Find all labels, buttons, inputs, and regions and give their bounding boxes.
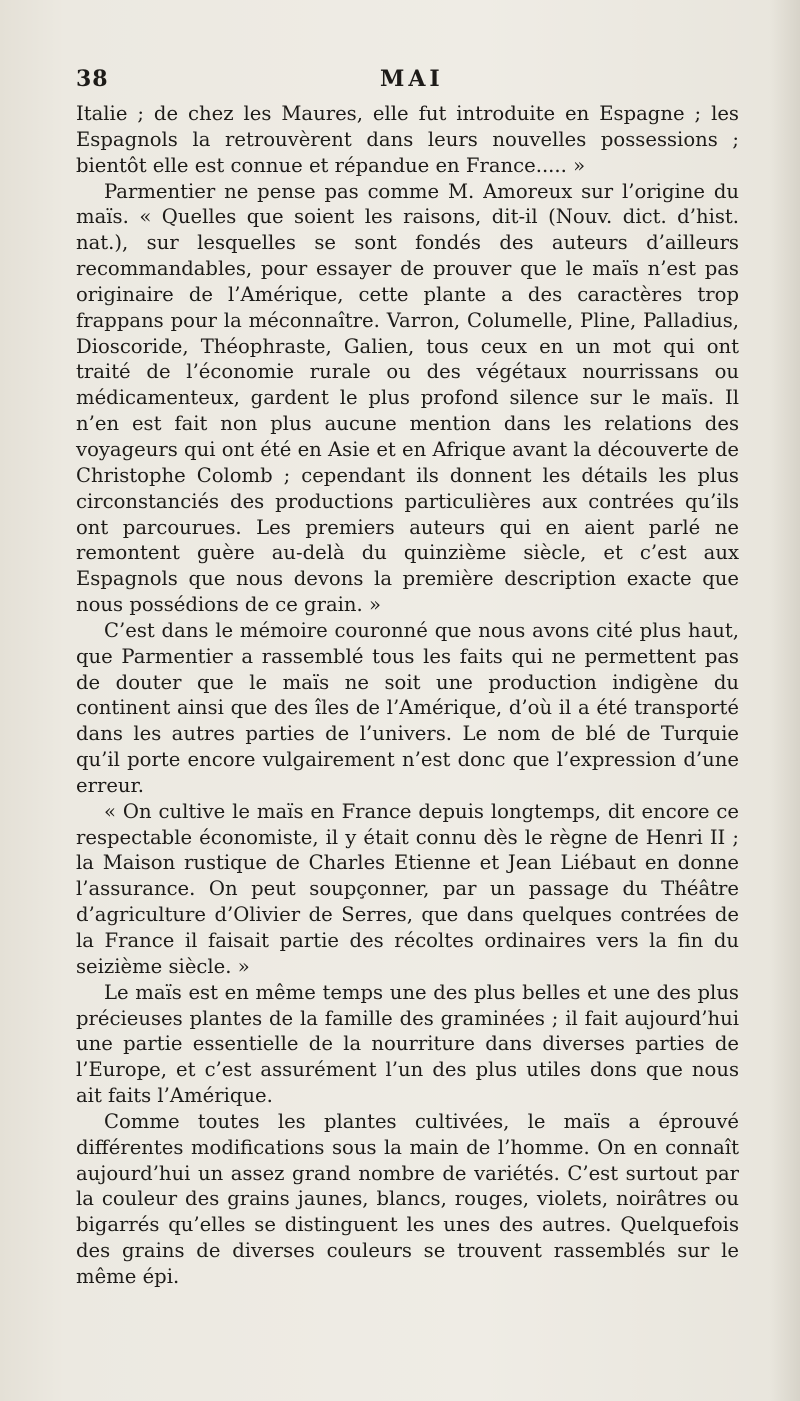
- paragraph: C’est dans le mémoire couronné que nous avons cité plus haut, que Parmentier a rassemblé tous les faits qui ne permettent pas de douter que le maïs ne soit une production indigène du continent ainsi que des îles de l’Amérique, d’où il a été transporté dans les autres parties de l’univers. Le nom de blé de Turquie qu’il porte encore vulgairement n’est donc que l’expression d’une erreur.: [76, 618, 739, 797]
- page-edge-shadow: [770, 0, 800, 1401]
- paragraph: Comme toutes les plantes cultivées, le maïs a éprouvé différentes modifications sous la main de l’homme. On en connaît aujourd’hui un assez grand nombre de variétés. C’est surtout par la couleur des grains jaunes, blancs, rouges, violets, noirâtres ou bigarrés qu’elles se distinguent les unes des autres. Quelquefois des grains de diverses couleurs se trouvent rassemblés sur le même épi.: [76, 1109, 739, 1288]
- paragraph: Parmentier ne pense pas comme M. Amoreux sur l’origine du maïs. « Quelles que soient les raisons, dit-il (Nouv. dict. d’hist. nat.), sur lesquelles se sont fondés des auteurs d’ailleurs recommandables, pour essayer de prouver que le maïs n’est pas originaire de l’Amérique, cette plante a des caractères trop frappans pour la méconnaître. Varron, Columelle, Pline, Palladius, Dioscoride, Théophraste, Galien, tous ceux en un mot qui ont traité de l’économie rurale ou des végétaux nourrissans ou médicamenteux, gardent le plus profond silence sur le maïs. Il n’en est fait non plus aucune mention dans les relations des voyageurs qui ont été en Asie et en Afrique avant la découverte de Christophe Colomb ; cependant ils donnent les détails les plus circonstanciés des productions particulières aux contrées qu’ils ont parcourues. Les premiers auteurs qui en aient parlé ne remontent guère au-delà du quinzième siècle, et c’est aux Espagnols que nous devons la première description exacte que nous possédions de ce grain. »: [76, 179, 739, 617]
- running-title: MAI: [380, 66, 444, 92]
- page-number: 38: [76, 66, 109, 92]
- paragraph: « On cultive le maïs en France depuis longtemps, dit encore ce respectable économiste, il y était connu dès le règne de Henri II ; la Maison rustique de Charles Etienne et Jean Liébaut en donne l’assurance. On peut soupçonner, par un passage du Théâtre d’agriculture d’Olivier de Serres, que dans quelques contrées de la France il faisait partie des récoltes ordinaires vers la fin du seizième siècle. »: [76, 799, 739, 978]
- body-text: [76, 101, 739, 1290]
- paragraph: Italie ; de chez les Maures, elle fut introduite en Espagne ; les Espagnols la retrouvèrent dans leurs nouvelles possessions ; bientôt elle est connue et répandue en France..... »: [76, 102, 739, 177]
- paragraph: Le maïs est en même temps une des plus belles et une des plus précieuses plantes de la famille des graminées ; il fait aujourd’hui une partie essentielle de la nourriture dans diverses parties de l’Europe, et c’est assurément l’un des plus utiles dons que nous ait faits l’Amérique.: [76, 980, 739, 1108]
- page-header: [0, 66, 800, 96]
